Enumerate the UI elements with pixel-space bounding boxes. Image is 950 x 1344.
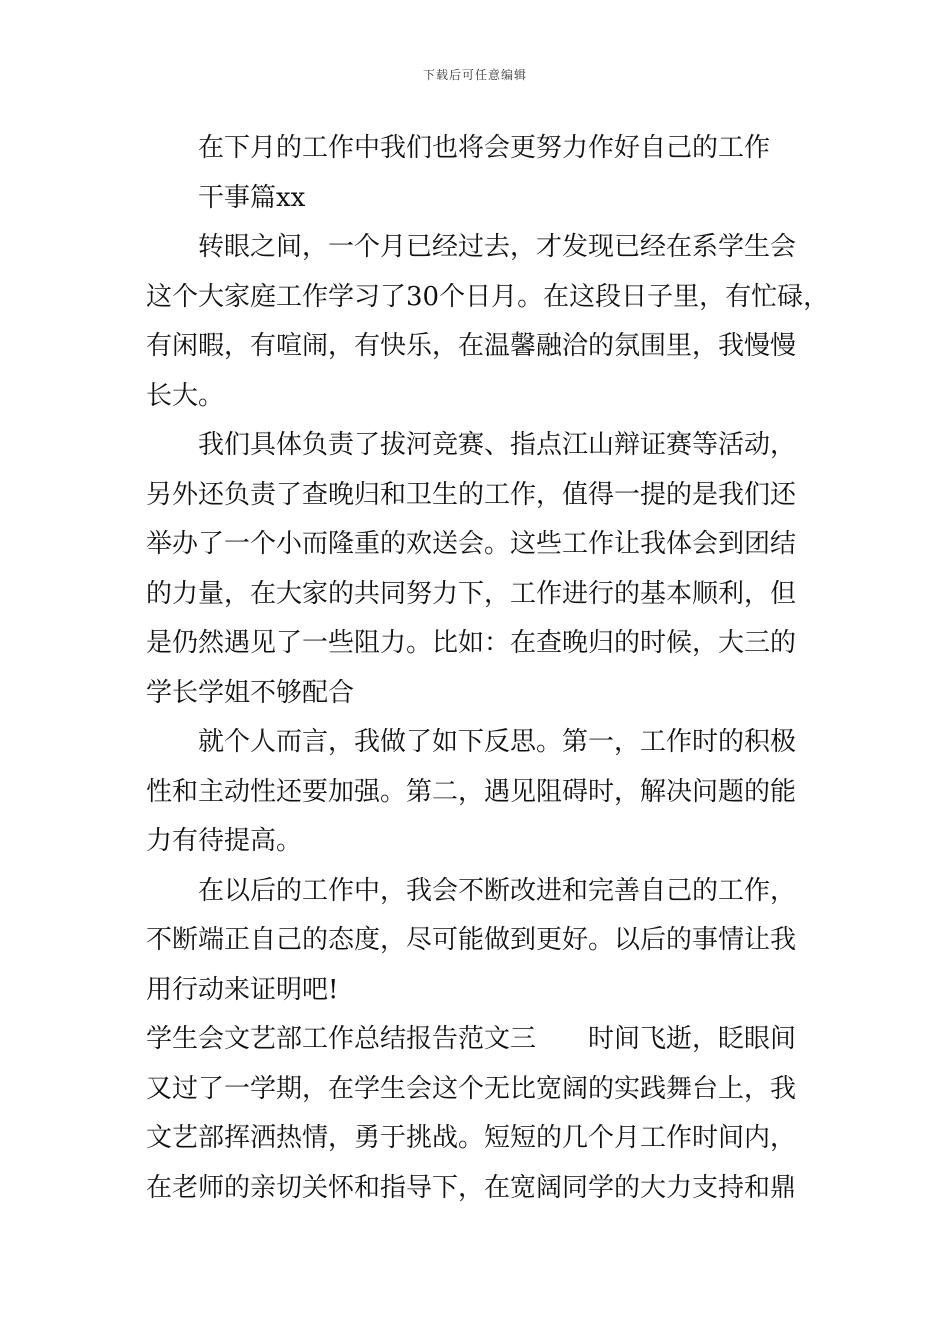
text-line: 长大。 (146, 380, 225, 411)
section-title-line (146, 1015, 810, 1065)
text-line: 另外还负责了查晚归和卫生的工作，值得一提的是我们还 (146, 479, 797, 510)
section-opening-text: 时间飞逝，眨眼间 (588, 1024, 797, 1054)
text-line: 在老师的亲切关怀和指导下，在宽阔同学的大力支持和鼎 (146, 1172, 797, 1203)
text-line: 又过了一学期，在学生会这个无比宽阔的实践舞台上，我 (146, 1073, 797, 1104)
text-line: 在以后的工作中，我会不断改进和完善自己的工作， (198, 875, 797, 906)
text-line: 这个大家庭工作学习了30个日月。在这段日子里，有忙碌， (146, 281, 830, 312)
text-line: 用行动来证明吧! (146, 974, 339, 1005)
document-body (146, 124, 830, 1213)
text-line: 举办了一个小而隆重的欢送会。这些工作让我体会到团结 (146, 529, 797, 559)
text-line: 是仍然遇见了一些阻力。比如：在查晚归的时候，大三的 (146, 628, 797, 658)
text-line: 不断端正自己的态度，尽可能做到更好。以后的事情让我 (146, 925, 797, 955)
text-line: 力有待提高。 (146, 826, 303, 856)
text-line: 性和主动性还要加强。第二，遇见阻碍时，解决问题的能 (146, 776, 797, 807)
text-line: 在下月的工作中我们也将会更努力作好自己的工作 (198, 133, 771, 163)
text-line: 转眼之间，一个月已经过去，才发现已经在系学生会 (198, 232, 797, 262)
text-line: 文艺部挥洒热情，勇于挑战。短短的几个月工作时间内， (146, 1123, 797, 1153)
text-line: 就个人而言，我做了如下反思。第一，工作时的积极 (198, 727, 797, 757)
text-line: 我们具体负责了拔河竞赛、指点江山辩证赛等活动， (198, 430, 797, 460)
page-header: 下载后可任意编辑 (422, 68, 527, 82)
text-line: 有闲暇，有喧闹，有快乐，在温馨融洽的氛围里，我慢慢 (146, 331, 797, 361)
text-line: 学长学姐不够配合 (146, 677, 355, 708)
section-title: 学生会文艺部工作总结报告范文三 (146, 1024, 537, 1054)
section-heading: 干事篇xx (198, 182, 306, 213)
text-line: 的力量，在大家的共同努力下，工作进行的基本顺利，但 (146, 578, 797, 609)
